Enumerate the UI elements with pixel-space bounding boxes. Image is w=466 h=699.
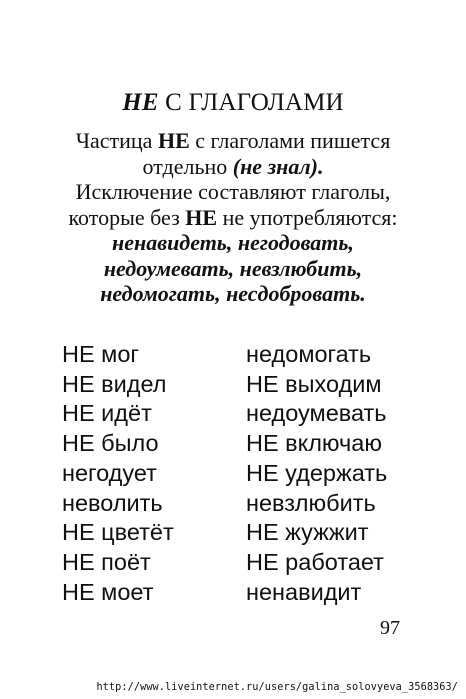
- rule-text: [30, 128, 436, 307]
- word-item: НЕ работает: [246, 548, 384, 575]
- title-emphasis: НЕ: [122, 89, 159, 116]
- word-item: НЕ жужжит: [246, 519, 369, 546]
- word-item: недомогать: [246, 341, 372, 367]
- page-number: 97: [380, 617, 400, 639]
- rule-particle: НЕ: [157, 128, 190, 153]
- rule-line-4: которые без НЕ не употребляются:: [68, 204, 398, 230]
- word-item: НЕ включаю: [246, 430, 382, 457]
- word-item: НЕ выходим: [246, 370, 382, 397]
- word-item: НЕ видел: [62, 370, 167, 397]
- word-item: ненавидит: [246, 578, 362, 605]
- word-column-left: [62, 340, 174, 607]
- rule-example: (не знал: [232, 153, 311, 179]
- word-item: НЕ удержать: [246, 459, 388, 486]
- rule-exception-line-3: недомогать, несдобровать.: [100, 281, 366, 306]
- source-url: http://www.liveinternet.ru/users/galina_solovyeva_3568363/: [96, 682, 458, 693]
- word-item: НЕ цветёт: [62, 519, 174, 546]
- rule-line-3: Исключение составляют глаголы,: [75, 179, 391, 204]
- word-item: НЕ идёт: [62, 400, 152, 427]
- word-item: невзлюбить: [246, 489, 376, 516]
- rule-exception-line-2: недоумевать, невзлюбить,: [103, 255, 363, 281]
- word-column-right: [246, 340, 387, 607]
- word-item: негодует: [62, 459, 157, 486]
- word-item: недоумевать: [246, 400, 387, 427]
- word-item: неволить: [62, 489, 163, 516]
- word-item: НЕ моет: [62, 578, 154, 605]
- word-item: НЕ поёт: [62, 548, 151, 575]
- rule-exception-line-1: ненавидеть, негодовать,: [112, 230, 354, 255]
- rule-particle: НЕ: [185, 204, 218, 230]
- rule-line-2: отдельно (не знал).: [142, 153, 324, 179]
- word-item: НЕ мог: [62, 341, 139, 367]
- title-rest: С ГЛАГОЛАМИ: [158, 89, 344, 116]
- page-title: [0, 88, 466, 118]
- word-item: НЕ было: [62, 430, 159, 457]
- rule-line-1: Частица НЕ с глаголами пишется: [75, 128, 391, 153]
